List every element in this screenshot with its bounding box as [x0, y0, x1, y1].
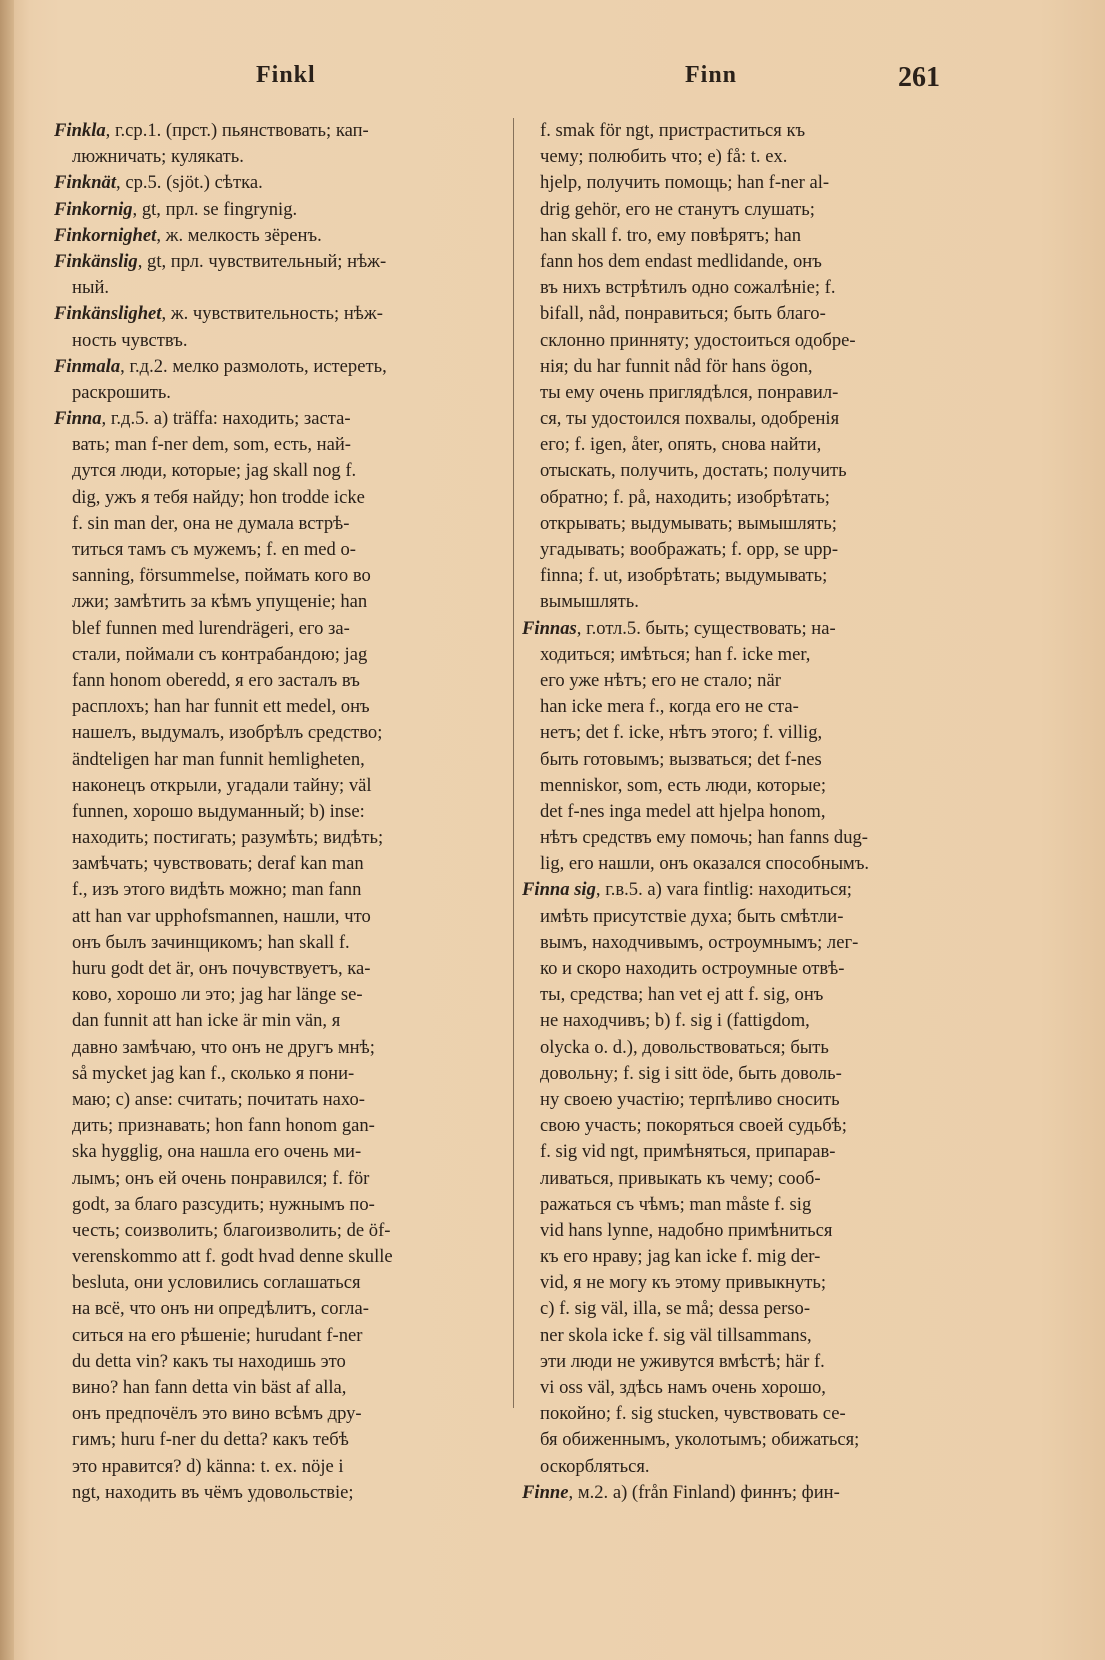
entry-text-line: ändteligen har man funnit hemligheten,	[72, 748, 365, 770]
headword: Finne	[522, 1481, 569, 1503]
entry-headword-line: Finkornighet, ж. мелкость зёренъ.	[54, 224, 322, 246]
entry-text-line: godt, за благо разсудить; нужнымъ по-	[72, 1193, 375, 1215]
entry-text-line: эти люди не уживутся вмѣстѣ; här f.	[540, 1350, 825, 1372]
entry-text-line: vid, я не могу къ этому привыкнуть;	[540, 1272, 827, 1294]
headword: Finkänslig	[54, 250, 138, 272]
entry-text-line: det f-nes inga medel att hjelpa honom,	[540, 800, 826, 822]
entry-text-line: свою участь; покоряться своей судьбѣ;	[540, 1115, 847, 1137]
headword: Finknät	[54, 172, 117, 194]
entry-text-line: оскорбляться.	[540, 1455, 650, 1477]
entry-text-line: расплохъ; han har funnit ett medel, онъ	[72, 696, 370, 718]
entry-text-line: verenskommo att f. godt hvad denne skulle	[72, 1246, 393, 1268]
entry-text-line: его; f. igen, åter, опять, снова найти,	[540, 434, 822, 456]
entry-text-line: du detta vin? какъ ты находишь это	[72, 1350, 346, 1372]
headword: Finkla	[54, 120, 106, 141]
entry-text-line: лжи; замѣтить за кѣмъ упущеніе; han	[72, 591, 368, 613]
entry-text-line: вать; man f-ner dem, som, есть, най-	[72, 434, 351, 456]
headword: Finnas	[522, 617, 577, 639]
entry-headword-line: Finknät, ср.5. (sjöt.) сѣтка.	[54, 172, 263, 194]
entry-text-line: бя обиженнымъ, уколотымъ; обижаться;	[540, 1429, 860, 1451]
entry-text-line: fann hos dem endast medlidande, онъ	[540, 250, 822, 272]
entry-text-line: люжничать; кулякать.	[72, 146, 244, 168]
entry-text-line: han icke mera f., когда его не ста-	[540, 696, 799, 718]
entry-headword-line: Finnas, г.отл.5. быть; существовать; на-	[522, 617, 836, 639]
entry-text-line: ражаться съ чѣмъ; man måste f. sig	[540, 1193, 812, 1215]
entry-headword-line: Finkornig, gt, прл. se fingrynig.	[54, 198, 298, 220]
entry-text-line: это нравится? d) känna: t. ex. nöje i	[72, 1455, 344, 1477]
page-number: 261	[898, 62, 940, 93]
entry-text-line: нѣтъ средствъ ему помочь; han fanns dug-	[540, 827, 868, 849]
entry-text-line: вино? han fann detta vin bäst af alla,	[72, 1377, 347, 1398]
entry-text-line: ково, хорошо ли это; jag har länge se-	[72, 984, 363, 1006]
entry-text-line: обратно; f. på, находить; изобрѣтать;	[540, 486, 830, 508]
entry-text-line: въ нихъ встрѣтилъ одно сожалѣніе; f.	[540, 277, 836, 299]
entry-headword-line: Finna, г.д.5. a) träffa: находить; заста-	[54, 408, 351, 430]
entry-text-line: huru godt det är, онъ почувствуетъ, ка-	[72, 958, 371, 979]
entry-headword-line: Finkla, г.ср.1. (прст.) пьянствовать; кап-	[54, 120, 369, 141]
entry-text-line: så mycket jag kan f., сколько я пони-	[72, 1062, 355, 1084]
entry-text-line: угадывать; воображать; f. opp, se upp-	[540, 539, 839, 560]
entry-text-line: ну своею участію; терпѣливо сносить	[540, 1088, 840, 1110]
entry-text-line: ходиться; имѣться; han f. icke mer,	[540, 643, 811, 665]
entry-text-line: funnen, хорошо выдуманный; b) inse:	[72, 800, 365, 822]
entry-text-line: f. sin man der, она не думала встрѣ-	[72, 512, 350, 534]
entry-text-line: быть готовымъ; вызваться; det f-nes	[540, 748, 822, 770]
entry-text-line: вымышлять.	[540, 591, 639, 613]
entry-text-line: bifall, nåd, понравиться; быть благо-	[540, 303, 826, 325]
entry-headword-line: Finna sig, г.в.5. a) vara fintlig: находиться;	[522, 879, 852, 901]
page-spine-edge	[0, 0, 14, 1660]
entry-text-line: ska hygglig, она нашла его очень ми-	[72, 1141, 362, 1163]
column-divider	[513, 118, 514, 1408]
entry-text-line: vi oss väl, здѣсь намъ очень хорошо,	[540, 1377, 826, 1398]
entry-headword-line: Finne, м.2. a) (från Finland) финнъ; фин-	[522, 1481, 840, 1503]
entry-text-line: гимъ; huru f-ner du detta? какъ тебѣ	[72, 1429, 349, 1451]
entry-headword-line: Finkänslighet, ж. чувствительность; нѣж-	[54, 303, 383, 325]
entry-text-line: маю; c) anse: считать; почитать нахо-	[72, 1088, 365, 1110]
headword: Finkornig	[54, 198, 133, 220]
entry-text-line: ность чувствъ.	[72, 329, 188, 351]
entry-text-line: довольну; f. sig i sitt öde, быть доволь-	[540, 1062, 842, 1084]
entry-text-line: находить; постигать; разумѣть; видѣть;	[72, 827, 384, 849]
entry-text-line: титься тамъ съ мужемъ; f. en med o-	[72, 539, 356, 560]
entry-text-line: att han var upphofsmannen, нашли, что	[72, 905, 371, 927]
entry-text-line: f., изъ этого видѣть можно; man fann	[72, 879, 362, 901]
entry-text-line: f. smak för ngt, пристраститься къ	[540, 120, 806, 141]
headword: Finna	[54, 408, 102, 430]
header-left-catchword: Finkl	[256, 62, 316, 88]
headword: Finmala	[54, 355, 121, 377]
entry-text-line: дутся люди, которые; jag skall nog f.	[72, 460, 357, 482]
entry-text-line: vid hans lynne, надобно примѣниться	[540, 1219, 833, 1241]
entry-text-line: sanning, försummelse, поймать кого во	[72, 565, 371, 587]
entry-text-line: ner skola icke f. sig väl tillsammans,	[540, 1324, 812, 1346]
entry-text-line: ливаться, привыкать къ чему; сооб-	[540, 1167, 821, 1189]
entry-text-line: fann honom oberedd, я его засталъ въ	[72, 669, 360, 691]
entry-text-line: его уже нѣтъ; его не стало; när	[540, 669, 781, 691]
entry-text-line: раскрошить.	[72, 381, 171, 403]
entry-text-line: ты, средства; han vet ej att f. sig, онъ	[540, 984, 824, 1006]
entry-text-line: olycka o. d.), довольствоваться; быть	[540, 1036, 829, 1058]
running-header	[0, 62, 1105, 102]
entry-text-line: отыскать, получить, достать; получить	[540, 460, 847, 482]
entry-text-line: наконецъ открыли, угадали тайну; väl	[72, 774, 372, 796]
entry-text-line: dan funnit att han icke är min vän, я	[72, 1010, 341, 1032]
entry-text-line: f. sig vid ngt, примѣняться, припарав-	[540, 1141, 836, 1163]
entry-text-line: имѣть присутствіе духа; быть смѣтли-	[540, 905, 844, 927]
entry-text-line: онъ былъ зачинщикомъ; han skall f.	[72, 931, 350, 953]
entry-text-line: besluta, они условились соглашаться	[72, 1272, 361, 1294]
entry-text-line: вымъ, находчивымъ, остроумнымъ; лег-	[540, 931, 859, 953]
entry-text-line: drig gehör, его не станутъ слушать;	[540, 198, 815, 220]
entry-text-line: стали, поймали съ контрабандою; jag	[72, 643, 368, 665]
entry-text-line: честь; соизволить; благоизволить; de öf-	[72, 1219, 391, 1241]
entry-text-line: покойно; f. sig stucken, чувствовать се-	[540, 1403, 846, 1425]
entry-text-line: склонно принняту; удостоиться одобре-	[540, 329, 856, 351]
entry-text-line: ко и скоро находить остроумные отвѣ-	[540, 958, 845, 979]
entry-text-line: ся, ты удостоился похвалы, одобренія	[540, 408, 840, 430]
entry-text-line: finna; f. ut, изобрѣтать; выдумывать;	[540, 565, 828, 587]
entry-text-line: къ его нраву; jag kan icke f. mig der-	[540, 1246, 821, 1268]
entry-text-line: ты ему очень приглядѣлся, понравил-	[540, 381, 839, 403]
headword: Finna sig	[522, 879, 596, 901]
entry-text-line: замѣчать; чувствовать; deraf kan man	[72, 853, 364, 875]
entry-text-line: han skall f. tro, ему повѣрятъ; han	[540, 224, 802, 246]
entry-text-line: лымъ; онъ ей очень понравился; f. för	[72, 1167, 370, 1189]
entry-text-line: нетъ; det f. icke, нѣтъ этого; f. villig,	[540, 722, 823, 744]
entry-text-line: ситься на его рѣшеніе; hurudant f-ner	[72, 1324, 363, 1346]
headword: Finkänslighet	[54, 303, 162, 325]
header-right-catchword: Finn	[685, 62, 738, 88]
entry-text-line: онъ предпочёлъ это вино всѣмъ дру-	[72, 1403, 362, 1425]
entry-text-line: ngt, находить въ чёмъ удовольствіе;	[72, 1481, 354, 1503]
entry-text-line: открывать; выдумывать; вымышлять;	[540, 512, 837, 534]
entry-text-line: давно замѣчаю, что онъ не другъ мнѣ;	[72, 1036, 375, 1058]
entry-headword-line: Finkänslig, gt, прл. чувствительный; нѣж-	[54, 250, 387, 272]
entry-text-line: дить; признавать; hon fann honom gan-	[72, 1115, 375, 1137]
entry-text-line: ный.	[72, 277, 110, 299]
entry-headword-line: Finmala, г.д.2. мелко размолоть, истереть,	[54, 355, 387, 377]
entry-text-line: dig, ужъ я тебя найду; hon trodde icke	[72, 486, 365, 508]
entry-text-line: нашелъ, выдумалъ, изобрѣлъ средство;	[72, 722, 383, 744]
headword: Finkornighet	[54, 224, 157, 246]
entry-text-line: menniskor, som, есть люди, которые;	[540, 774, 827, 796]
right-column	[522, 118, 940, 1506]
entry-text-line: hjelp, получить помощь; han f-ner al-	[540, 172, 830, 194]
entry-text-line: нія; du har funnit nåd för hans ögon,	[540, 355, 813, 377]
entry-text-line: lig, его нашли, онъ оказался способнымъ.	[540, 853, 870, 875]
entry-text-line: не находчивъ; b) f. sig i (fattigdom,	[540, 1010, 810, 1032]
entry-text-line: c) f. sig väl, illa, se må; dessa perso-	[540, 1298, 811, 1320]
entry-text-line: на всё, что онъ ни опредѣлитъ, согла-	[72, 1298, 369, 1320]
left-column	[54, 118, 506, 1506]
entry-text-line: чему; полюбить что; e) få: t. ex.	[540, 146, 788, 168]
entry-text-line: blef funnen med lurendrägeri, его за-	[72, 617, 350, 639]
